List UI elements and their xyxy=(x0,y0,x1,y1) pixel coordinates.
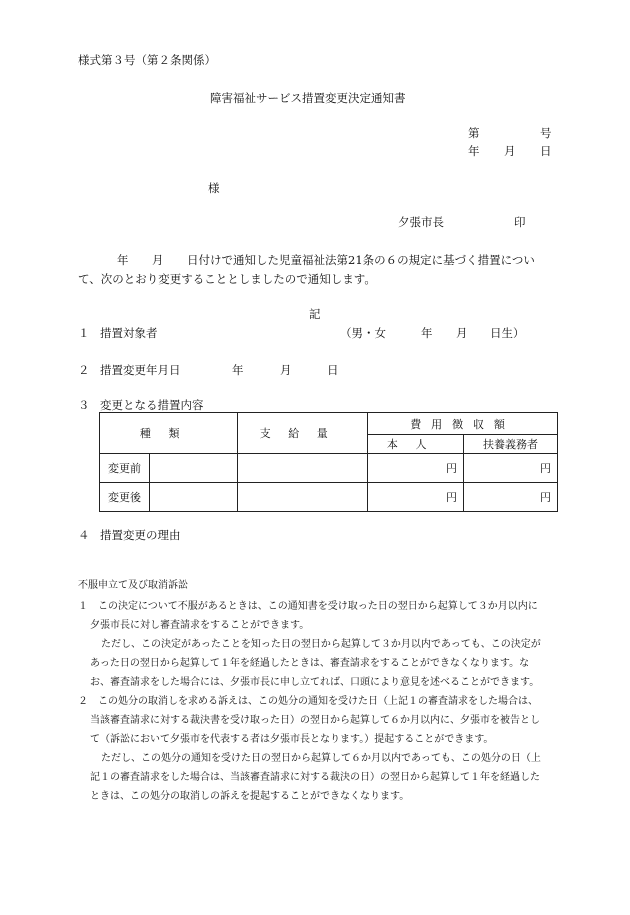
doc-number-prefix: 第 xyxy=(468,126,480,140)
measures-table xyxy=(99,412,558,512)
cell-type-after[interactable] xyxy=(150,483,238,512)
form-number: 様式第３号（第２条関係） xyxy=(78,53,216,67)
header-self xyxy=(368,435,464,454)
header-guardian: 扶養義務者 xyxy=(464,435,558,454)
item2-month: 月 xyxy=(280,363,292,377)
intro-month: 月 xyxy=(152,253,164,267)
header-type-label: 種類 xyxy=(139,427,198,440)
header-self-label: 本人 xyxy=(386,438,445,451)
header-amount xyxy=(238,413,368,454)
appeal-p1-line2: 夕張市長に対し審査請求をすることができます。 xyxy=(90,620,310,631)
appeal-p1-line4: あった日の翌日から起算して１年を経過したときは、審査請求をすることができなくなります。な xyxy=(90,658,530,669)
item1-number: １ xyxy=(78,326,90,340)
intro-year: 年 xyxy=(117,253,129,267)
date-day: 日 xyxy=(540,144,552,158)
header-fee-label: 費用徴収額 xyxy=(410,417,515,431)
item1-birth: 日生） xyxy=(490,326,525,340)
doc-number-suffix: 号 xyxy=(540,126,552,140)
appeal-p1-line5: お、審査請求をした場合には、夕張市長に申し立てれば、口頭により意見を述べることができます。 xyxy=(90,677,540,688)
seal-mark: 印 xyxy=(514,215,526,229)
item3-number: ３ xyxy=(78,398,90,412)
item1-label: 措置対象者 xyxy=(100,326,158,340)
appeal-p2-line2: 当該審査請求に対する裁決書を受け取った日）の翌日から起算して６か月以内に、夕張市を被告とし xyxy=(90,715,540,726)
row-label-after: 変更後 xyxy=(100,483,150,512)
cell-self-after[interactable]: 円 xyxy=(368,483,464,512)
appeal-p2-line5: 記１の審査請求をした場合は、当該審査請求に対する裁決の日）の翌日から起算して１年を経過した xyxy=(90,772,540,783)
addressee-suffix: 様 xyxy=(208,181,220,195)
appeal-p2-number: ２ xyxy=(78,696,88,707)
item2-day: 日 xyxy=(327,363,339,377)
header-type xyxy=(100,413,238,454)
item1-month: 月 xyxy=(456,326,468,340)
cell-guardian-before[interactable]: 円 xyxy=(464,454,558,483)
cell-amount-after[interactable] xyxy=(238,483,368,512)
date-month: 月 xyxy=(504,144,516,158)
intro-text-line1: 日付けで通知した児童福祉法第21条の６の規定に基づく措置につい xyxy=(187,253,535,267)
issuer-name: 夕張市長 xyxy=(398,215,444,229)
cell-amount-before[interactable] xyxy=(238,454,368,483)
cell-self-before[interactable]: 円 xyxy=(368,454,464,483)
ki-heading: 記 xyxy=(309,307,321,321)
header-fee xyxy=(368,413,558,435)
item3-label: 変更となる措置内容 xyxy=(100,398,204,412)
item4-number: ４ xyxy=(78,528,90,542)
item2-label: 措置変更年月日 xyxy=(100,363,181,377)
intro-text-line2: て、次のとおり変更することとしましたので通知します。 xyxy=(78,272,376,286)
appeal-heading: 不服申立て及び取消訴訟 xyxy=(78,580,188,591)
date-year: 年 xyxy=(468,144,480,158)
header-amount-label: 支給量 xyxy=(259,427,346,440)
appeal-p2-line6: ときは、この処分の取消しの訴えを提起することができなくなります。 xyxy=(90,791,410,802)
row-label-before: 変更前 xyxy=(100,454,150,483)
appeal-p1-line1: この決定について不服があるときは、この通知書を受け取った日の翌日から起算して３か月以内に xyxy=(98,601,538,612)
appeal-p2-line1: この処分の取消しを求める訴えは、この処分の通知を受けた日（上記１の審査請求をした場合は、 xyxy=(98,696,538,707)
item2-number: ２ xyxy=(78,363,90,377)
appeal-p1-number: １ xyxy=(78,601,88,612)
item1-year: 年 xyxy=(421,326,433,340)
table-row xyxy=(100,483,558,512)
cell-guardian-after[interactable]: 円 xyxy=(464,483,558,512)
item4-label: 措置変更の理由 xyxy=(100,528,181,542)
appeal-p2-line3: て（訴訟において夕張市を代表する者は夕張市長となります。）提起することができます。 xyxy=(90,734,494,745)
item1-gender: （男・女 xyxy=(340,326,386,340)
appeal-p2-line4: ただし、この処分の通知を受けた日の翌日から起算して６か月以内であっても、この処分の日（上 xyxy=(101,753,541,764)
item2-year: 年 xyxy=(232,363,244,377)
appeal-p1-line3: ただし、この決定があったことを知った日の翌日から起算して３か月以内であっても、この決定が xyxy=(101,639,541,650)
table-row xyxy=(100,454,558,483)
document-title: 障害福祉サービス措置変更決定通知書 xyxy=(210,91,406,105)
cell-type-before[interactable] xyxy=(150,454,238,483)
